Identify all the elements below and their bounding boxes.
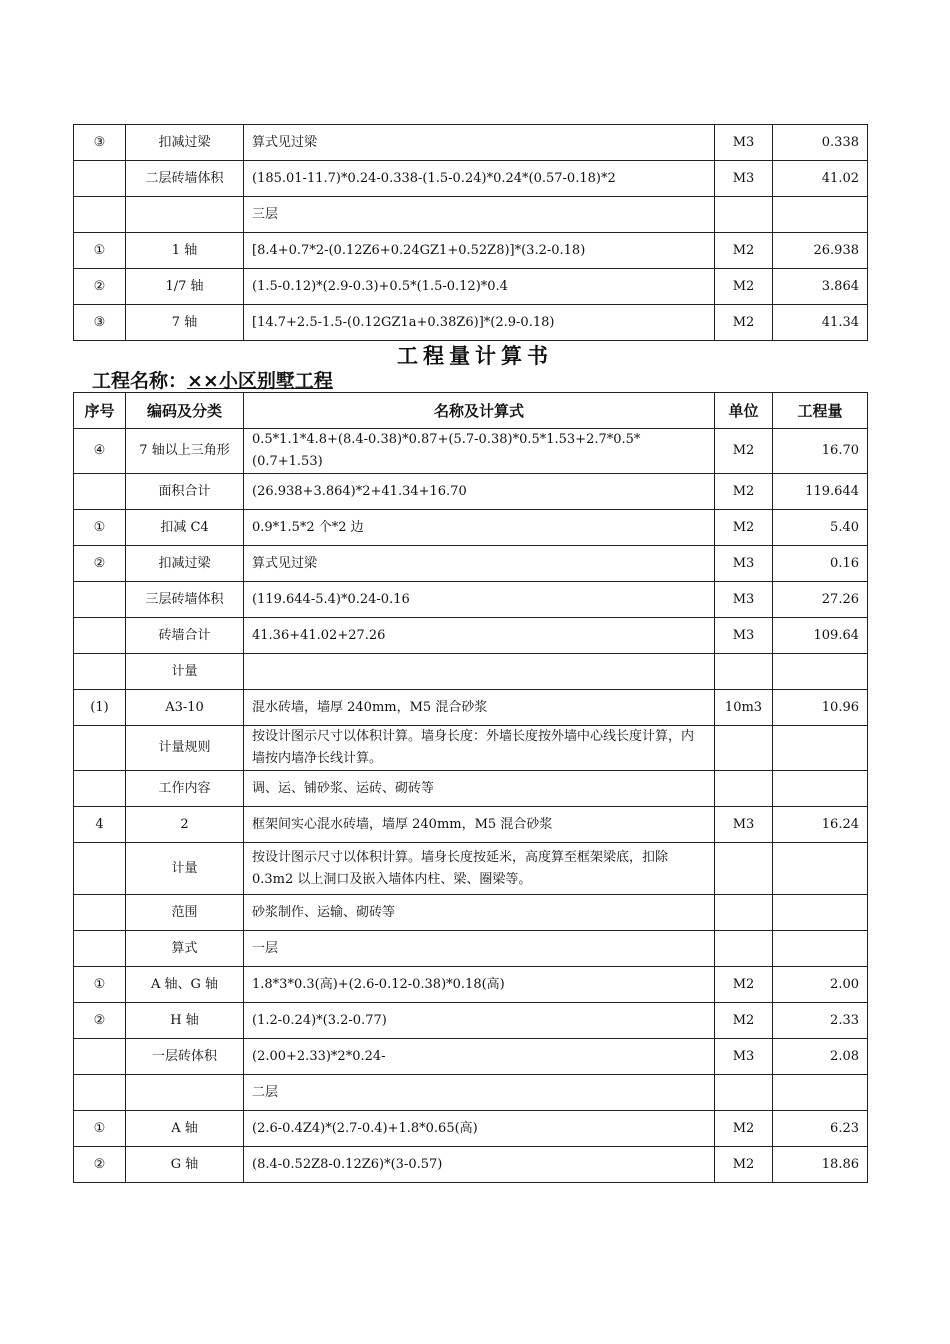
document-title: 工程量计算书 (397, 344, 553, 368)
table-row (74, 771, 868, 807)
cell-code: 7 轴 (126, 305, 244, 341)
cell-index (74, 1075, 126, 1111)
cell-name: 混水砖墙，墙厚 240mm，M5 混合砂浆 (244, 690, 715, 726)
cell-unit: M2 (715, 269, 773, 305)
cell-code: 面积合计 (126, 474, 244, 510)
cell-name: 三层 (244, 197, 715, 233)
cell-quantity: 119.644 (773, 474, 868, 510)
cell-unit: M2 (715, 510, 773, 546)
cell-code: 砖墙合计 (126, 618, 244, 654)
cell-name (244, 654, 715, 690)
cell-quantity: 3.864 (773, 269, 868, 305)
cell-name: 41.36+41.02+27.26 (244, 618, 715, 654)
cell-quantity: 41.02 (773, 161, 868, 197)
cell-code: 1 轴 (126, 233, 244, 269)
cell-code: 二层砖墙体积 (126, 161, 244, 197)
cell-index (74, 726, 126, 771)
cell-index (74, 197, 126, 233)
cell-name: 按设计图示尺寸以体积计算。墙身长度按延米，高度算至框架梁底，扣除 0.3m2 以上洞口及嵌入墙体内柱、梁、圈梁等。 (244, 843, 715, 895)
cell-index (74, 1039, 126, 1075)
cell-index (74, 931, 126, 967)
cell-index (74, 895, 126, 931)
cell-quantity: 41.34 (773, 305, 868, 341)
cell-name: 算式见过梁 (244, 546, 715, 582)
cell-name: (185.01-11.7)*0.24-0.338-(1.5-0.24)*0.24*(0.57-0.18)*2 (244, 161, 715, 197)
calc-table-continued (73, 124, 868, 341)
table-row (74, 931, 868, 967)
cell-unit (715, 197, 773, 233)
cell-code: 计量 (126, 654, 244, 690)
cell-quantity (773, 726, 868, 771)
cell-code: 计量 (126, 843, 244, 895)
cell-name: 0.5*1.1*4.8+(8.4-0.38)*0.87+(5.7-0.38)*0.5*1.53+2.7*0.5*(0.7+1.53) (244, 429, 715, 474)
cell-name: [14.7+2.5-1.5-(0.12GZ1a+0.38Z6)]*(2.9-0.18) (244, 305, 715, 341)
header-unit: 单位 (715, 393, 773, 429)
header-index: 序号 (74, 393, 126, 429)
table-row (74, 510, 868, 546)
table-row (74, 269, 868, 305)
cell-code: 1/7 轴 (126, 269, 244, 305)
cell-index: ② (74, 269, 126, 305)
cell-code: 计量规则 (126, 726, 244, 771)
cell-index (74, 654, 126, 690)
table-row (74, 429, 868, 474)
cell-code: 算式 (126, 931, 244, 967)
cell-name: 一层 (244, 931, 715, 967)
cell-unit: M3 (715, 582, 773, 618)
cell-unit: M2 (715, 305, 773, 341)
table-row (74, 161, 868, 197)
cell-name: (2.6-0.4Z4)*(2.7-0.4)+1.8*0.65(高) (244, 1111, 715, 1147)
cell-unit: M2 (715, 233, 773, 269)
cell-unit (715, 931, 773, 967)
cell-name: 按设计图示尺寸以体积计算。墙身长度：外墙长度按外墙中心线长度计算，内墙按内墙净长线计算。 (244, 726, 715, 771)
table-row (74, 690, 868, 726)
cell-index: ① (74, 967, 126, 1003)
cell-quantity (773, 931, 868, 967)
cell-quantity: 16.70 (773, 429, 868, 474)
cell-index (74, 843, 126, 895)
project-name-line (92, 366, 333, 393)
table-row (74, 305, 868, 341)
cell-code: 三层砖墙体积 (126, 582, 244, 618)
cell-quantity: 2.33 (773, 1003, 868, 1039)
cell-unit: M2 (715, 429, 773, 474)
calc-table (73, 392, 868, 1183)
cell-index: ① (74, 233, 126, 269)
cell-index (74, 582, 126, 618)
table-row (74, 618, 868, 654)
cell-name: 二层 (244, 1075, 715, 1111)
table-row (74, 582, 868, 618)
cell-code (126, 1075, 244, 1111)
cell-unit (715, 895, 773, 931)
calc-table-continued-body (74, 125, 868, 341)
cell-code: 扣减过梁 (126, 546, 244, 582)
cell-quantity: 2.08 (773, 1039, 868, 1075)
cell-index: ③ (74, 305, 126, 341)
table-row (74, 233, 868, 269)
cell-code: 工作内容 (126, 771, 244, 807)
cell-quantity: 0.338 (773, 125, 868, 161)
header-code: 编码及分类 (126, 393, 244, 429)
table-row (74, 726, 868, 771)
cell-quantity: 27.26 (773, 582, 868, 618)
table-row (74, 125, 868, 161)
cell-quantity: 109.64 (773, 618, 868, 654)
cell-index: (1) (74, 690, 126, 726)
cell-name: (1.5-0.12)*(2.9-0.3)+0.5*(1.5-0.12)*0.4 (244, 269, 715, 305)
cell-name: 0.9*1.5*2 个*2 边 (244, 510, 715, 546)
cell-quantity: 2.00 (773, 967, 868, 1003)
cell-index: ② (74, 546, 126, 582)
table-row (74, 197, 868, 233)
cell-quantity: 10.96 (773, 690, 868, 726)
table-row (74, 1039, 868, 1075)
cell-unit: M2 (715, 1003, 773, 1039)
cell-index (74, 474, 126, 510)
table-row (74, 1147, 868, 1183)
cell-unit: 10m3 (715, 690, 773, 726)
cell-name: (26.938+3.864)*2+41.34+16.70 (244, 474, 715, 510)
header-name: 名称及计算式 (244, 393, 715, 429)
table-row (74, 1075, 868, 1111)
header-row (74, 393, 868, 429)
cell-unit (715, 771, 773, 807)
cell-code: 一层砖体积 (126, 1039, 244, 1075)
cell-unit: M3 (715, 807, 773, 843)
cell-name: 砂浆制作、运输、砌砖等 (244, 895, 715, 931)
cell-index (74, 161, 126, 197)
cell-unit: M2 (715, 474, 773, 510)
cell-unit: M2 (715, 1147, 773, 1183)
cell-quantity (773, 197, 868, 233)
cell-unit: M3 (715, 125, 773, 161)
cell-unit: M3 (715, 546, 773, 582)
cell-quantity (773, 654, 868, 690)
cell-unit (715, 726, 773, 771)
cell-name: 算式见过梁 (244, 125, 715, 161)
cell-code: 扣减 C4 (126, 510, 244, 546)
cell-code: H 轴 (126, 1003, 244, 1039)
table-row (74, 474, 868, 510)
table-row (74, 843, 868, 895)
table-row (74, 1003, 868, 1039)
cell-unit (715, 843, 773, 895)
cell-index: ② (74, 1003, 126, 1039)
project-name-label: 工程名称： (92, 370, 188, 392)
cell-code (126, 197, 244, 233)
cell-quantity: 5.40 (773, 510, 868, 546)
project-name-value: ××小区别墅工程 (187, 370, 333, 392)
cell-quantity: 18.86 (773, 1147, 868, 1183)
cell-quantity (773, 1075, 868, 1111)
calc-table-body (74, 429, 868, 1183)
cell-code: 7 轴以上三角形 (126, 429, 244, 474)
cell-name: (119.644-5.4)*0.24-0.16 (244, 582, 715, 618)
table-row (74, 967, 868, 1003)
cell-name: (8.4-0.52Z8-0.12Z6)*(3-0.57) (244, 1147, 715, 1183)
cell-code: A 轴 (126, 1111, 244, 1147)
cell-name: (2.00+2.33)*2*0.24- (244, 1039, 715, 1075)
cell-quantity (773, 771, 868, 807)
cell-index: ② (74, 1147, 126, 1183)
cell-name: 调、运、铺砂浆、运砖、砌砖等 (244, 771, 715, 807)
table-row (74, 654, 868, 690)
cell-unit (715, 1075, 773, 1111)
cell-quantity (773, 895, 868, 931)
cell-unit: M2 (715, 1111, 773, 1147)
cell-quantity: 0.16 (773, 546, 868, 582)
cell-code: A3-10 (126, 690, 244, 726)
cell-index (74, 618, 126, 654)
cell-unit: M3 (715, 1039, 773, 1075)
cell-code: G 轴 (126, 1147, 244, 1183)
cell-name: 框架间实心混水砖墙，墙厚 240mm，M5 混合砂浆 (244, 807, 715, 843)
cell-name: 1.8*3*0.3(高)+(2.6-0.12-0.38)*0.18(高) (244, 967, 715, 1003)
cell-unit: M2 (715, 967, 773, 1003)
cell-code: A 轴、G 轴 (126, 967, 244, 1003)
table-row (74, 1111, 868, 1147)
table-row (74, 895, 868, 931)
cell-index: 4 (74, 807, 126, 843)
cell-name: [8.4+0.7*2-(0.12Z6+0.24GZ1+0.52Z8)]*(3.2-0.18) (244, 233, 715, 269)
cell-code: 范围 (126, 895, 244, 931)
header-quantity: 工程量 (773, 393, 868, 429)
cell-unit: M3 (715, 161, 773, 197)
cell-code: 2 (126, 807, 244, 843)
cell-quantity: 6.23 (773, 1111, 868, 1147)
cell-code: 扣减过梁 (126, 125, 244, 161)
cell-index: ④ (74, 429, 126, 474)
cell-quantity: 16.24 (773, 807, 868, 843)
cell-index: ③ (74, 125, 126, 161)
cell-quantity (773, 843, 868, 895)
cell-index: ① (74, 1111, 126, 1147)
table-row (74, 807, 868, 843)
cell-name: (1.2-0.24)*(3.2-0.77) (244, 1003, 715, 1039)
table-row (74, 546, 868, 582)
cell-index (74, 771, 126, 807)
cell-unit (715, 654, 773, 690)
cell-index: ① (74, 510, 126, 546)
cell-quantity: 26.938 (773, 233, 868, 269)
cell-unit: M3 (715, 618, 773, 654)
